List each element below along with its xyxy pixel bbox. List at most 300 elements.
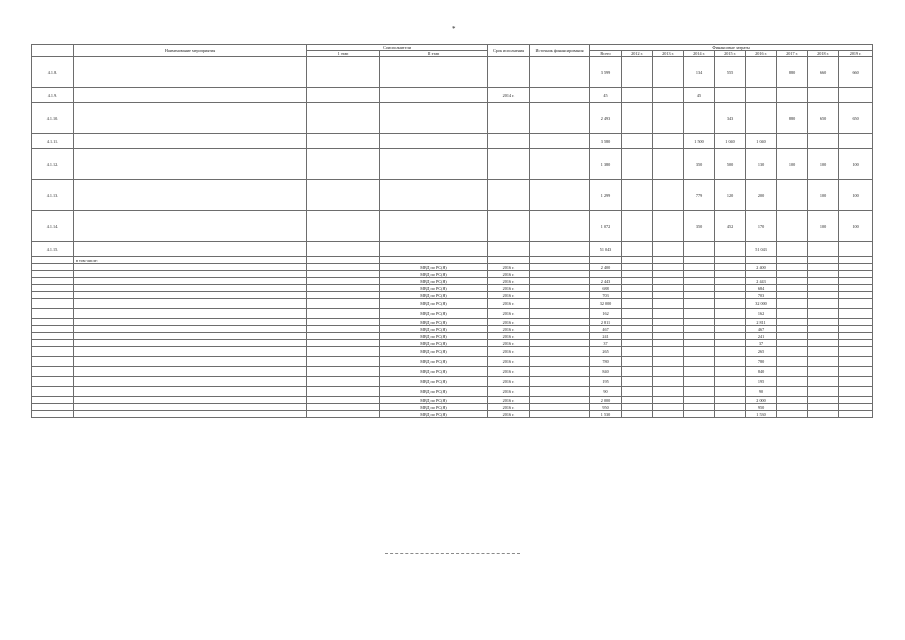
footer-rule: [385, 553, 520, 554]
row-term: [488, 134, 530, 149]
row-executor-second: [380, 57, 488, 88]
row-source: [530, 377, 590, 387]
empty-cell: [307, 257, 380, 264]
table-row: [32, 242, 873, 257]
row-code: 4.1.9.: [32, 88, 74, 103]
row-year-value: [808, 242, 839, 257]
row-event-name: [74, 285, 307, 292]
row-source: [530, 309, 590, 319]
row-source: [530, 149, 590, 180]
table-row: [32, 257, 873, 264]
table-row: [32, 88, 873, 103]
col-year-header: 2015 г.: [715, 51, 746, 57]
row-year-value: [715, 340, 746, 347]
row-year-value: 350: [684, 211, 715, 242]
table-row: [32, 103, 873, 134]
row-year-value: [622, 309, 653, 319]
row-executor-first: [307, 357, 380, 367]
row-year-value: [684, 333, 715, 340]
row-executor-second: [380, 149, 488, 180]
row-year-value: 703: [746, 292, 777, 299]
row-year-value: [684, 367, 715, 377]
row-executor-first: [307, 285, 380, 292]
row-code: [32, 397, 74, 404]
row-year-value: [839, 347, 873, 357]
row-year-value: [777, 357, 808, 367]
row-year-value: [839, 299, 873, 309]
row-year-value: [777, 264, 808, 271]
row-year-value: [808, 292, 839, 299]
row-term: 2016 г.: [488, 319, 530, 326]
row-year-value: [746, 88, 777, 103]
row-term: 2016 г.: [488, 309, 530, 319]
row-source: [530, 285, 590, 292]
row-year-value: 100: [839, 149, 873, 180]
row-total: [590, 271, 622, 278]
row-source: [530, 103, 590, 134]
row-code: 4.1.10.: [32, 103, 74, 134]
col-code-header: [32, 45, 74, 57]
row-source: [530, 326, 590, 333]
col-year-header: 2018 г.: [808, 51, 839, 57]
row-year-value: [839, 278, 873, 285]
row-event-name: [74, 309, 307, 319]
row-term: [488, 180, 530, 211]
row-executor-second: МВД по РС(Я): [380, 278, 488, 285]
row-year-value: 265: [746, 347, 777, 357]
row-year-value: [839, 326, 873, 333]
row-code: [32, 264, 74, 271]
row-year-value: [715, 387, 746, 397]
row-executor-second: МВД по РС(Я): [380, 264, 488, 271]
row-year-value: [777, 309, 808, 319]
row-year-value: [808, 333, 839, 340]
row-year-value: [777, 411, 808, 418]
row-year-value: [622, 340, 653, 347]
row-source: [530, 264, 590, 271]
row-event-name: [74, 242, 307, 257]
row-year-value: 1 040: [746, 134, 777, 149]
col-year-header: 2013 г.: [653, 51, 684, 57]
row-year-value: 467: [746, 326, 777, 333]
table-row: [32, 149, 873, 180]
row-year-value: [684, 397, 715, 404]
row-year-value: [653, 411, 684, 418]
row-source: [530, 57, 590, 88]
row-year-value: 100: [808, 211, 839, 242]
row-year-value: [684, 271, 715, 278]
table-row: [32, 377, 873, 387]
row-source: [530, 340, 590, 347]
row-year-value: [653, 340, 684, 347]
row-executor-second: МВД по РС(Я): [380, 299, 488, 309]
row-year-value: 500: [715, 149, 746, 180]
row-year-value: [839, 340, 873, 347]
row-year-value: [808, 134, 839, 149]
row-code: [32, 309, 74, 319]
row-source: [530, 347, 590, 357]
row-year-value: [684, 242, 715, 257]
row-executor-first: [307, 299, 380, 309]
row-year-value: [622, 333, 653, 340]
row-total: 2 811: [590, 319, 622, 326]
row-year-value: [622, 347, 653, 357]
row-term: 2016 г.: [488, 271, 530, 278]
row-year-value: [808, 377, 839, 387]
row-year-value: [653, 309, 684, 319]
row-executor-first: [307, 326, 380, 333]
row-executor-second: МВД по РС(Я): [380, 333, 488, 340]
row-executor-first: [307, 309, 380, 319]
row-year-value: [622, 278, 653, 285]
row-year-value: 51 043: [746, 242, 777, 257]
table-row: [32, 292, 873, 299]
row-year-value: [622, 319, 653, 326]
row-total: 688: [590, 285, 622, 292]
row-year-value: [808, 88, 839, 103]
row-year-value: [777, 211, 808, 242]
row-total: 3 580: [590, 134, 622, 149]
row-source: [530, 333, 590, 340]
row-year-value: [622, 57, 653, 88]
row-year-value: 660: [839, 57, 873, 88]
row-year-value: [777, 340, 808, 347]
row-term: [488, 149, 530, 180]
row-year-value: 650: [808, 103, 839, 134]
empty-cell: [380, 257, 488, 264]
empty-cell: [746, 257, 777, 264]
row-year-value: 170: [746, 211, 777, 242]
empty-cell: [488, 257, 530, 264]
row-year-value: [715, 397, 746, 404]
row-year-value: [622, 264, 653, 271]
row-code: [32, 404, 74, 411]
row-year-value: [715, 357, 746, 367]
row-code: [32, 326, 74, 333]
funding-table: [31, 44, 873, 418]
row-executor-first: [307, 211, 380, 242]
row-code: [32, 285, 74, 292]
row-executor-first: [307, 340, 380, 347]
row-source: [530, 278, 590, 285]
row-year-value: [715, 367, 746, 377]
row-event-name: [74, 333, 307, 340]
row-source: [530, 367, 590, 377]
row-year-value: [715, 88, 746, 103]
row-event-name: [74, 57, 307, 88]
empty-cell: [808, 257, 839, 264]
row-year-value: [653, 367, 684, 377]
row-executor-second: МВД по РС(Я): [380, 319, 488, 326]
table-row: [32, 367, 873, 377]
row-year-value: 880: [777, 57, 808, 88]
row-year-value: [839, 357, 873, 367]
row-year-value: [746, 271, 777, 278]
row-executor-second: [380, 103, 488, 134]
row-year-value: [715, 271, 746, 278]
row-year-value: [777, 278, 808, 285]
table-row: [32, 397, 873, 404]
row-year-value: [653, 285, 684, 292]
row-year-value: [653, 333, 684, 340]
row-executor-second: МВД по РС(Я): [380, 357, 488, 367]
row-code: 4.1.14.: [32, 211, 74, 242]
row-executor-first: [307, 103, 380, 134]
row-year-value: [839, 242, 873, 257]
row-code: [32, 257, 74, 264]
table-row: [32, 347, 873, 357]
row-executor-second: МВД по РС(Я): [380, 397, 488, 404]
row-year-value: [715, 292, 746, 299]
row-year-value: [622, 285, 653, 292]
row-executor-second: МВД по РС(Я): [380, 347, 488, 357]
table-row: [32, 180, 873, 211]
row-year-value: 1 530: [746, 411, 777, 418]
row-year-value: [839, 292, 873, 299]
empty-cell: [530, 257, 590, 264]
row-total: 1 530: [590, 411, 622, 418]
row-event-name: [74, 271, 307, 278]
row-year-value: [622, 292, 653, 299]
row-year-value: [777, 326, 808, 333]
row-total: 950: [590, 404, 622, 411]
row-year-value: 100: [808, 180, 839, 211]
row-year-value: 343: [715, 103, 746, 134]
col-term-header: Срок исполнения: [488, 45, 530, 57]
table-row: [32, 357, 873, 367]
row-term: [488, 242, 530, 257]
row-year-value: [839, 319, 873, 326]
row-year-value: [622, 357, 653, 367]
row-code: [32, 271, 74, 278]
row-executor-second: МВД по РС(Я): [380, 326, 488, 333]
row-executor-second: [380, 134, 488, 149]
row-year-value: [653, 357, 684, 367]
row-year-value: [746, 103, 777, 134]
row-year-value: [839, 285, 873, 292]
row-year-value: [777, 319, 808, 326]
col-total-header: Всего: [590, 51, 622, 57]
row-year-value: [808, 278, 839, 285]
row-total: 2 400: [590, 264, 622, 271]
table-row: [32, 319, 873, 326]
row-year-value: [715, 299, 746, 309]
empty-cell: [684, 257, 715, 264]
row-year-value: 200: [746, 180, 777, 211]
row-year-value: [715, 285, 746, 292]
row-executor-second: [380, 211, 488, 242]
row-year-value: [684, 278, 715, 285]
row-event-name: [74, 404, 307, 411]
row-executor-second: МВД по РС(Я): [380, 292, 488, 299]
row-source: [530, 88, 590, 103]
empty-cell: [653, 257, 684, 264]
row-term: 2016 г.: [488, 264, 530, 271]
row-total: 2 000: [590, 397, 622, 404]
row-executor-first: [307, 377, 380, 387]
row-year-value: 100: [839, 180, 873, 211]
row-executor-first: [307, 278, 380, 285]
row-year-value: 37: [746, 340, 777, 347]
row-executor-second: МВД по РС(Я): [380, 309, 488, 319]
row-executor-first: [307, 292, 380, 299]
row-year-value: 452: [715, 211, 746, 242]
row-year-value: [653, 242, 684, 257]
row-year-value: 100: [808, 149, 839, 180]
row-year-value: 780: [746, 357, 777, 367]
table-row: [32, 299, 873, 309]
row-event-name: [74, 264, 307, 271]
row-year-value: [622, 387, 653, 397]
row-year-value: [653, 149, 684, 180]
row-year-value: [653, 57, 684, 88]
row-year-value: [808, 411, 839, 418]
row-year-value: [684, 103, 715, 134]
row-term: 2016 г.: [488, 377, 530, 387]
row-year-value: [684, 299, 715, 309]
row-year-value: 100: [839, 211, 873, 242]
row-year-value: [808, 271, 839, 278]
table-row: [32, 411, 873, 418]
row-code: [32, 299, 74, 309]
row-total: 1 299: [590, 180, 622, 211]
row-year-value: [808, 299, 839, 309]
row-year-value: [684, 309, 715, 319]
row-event-name: [74, 292, 307, 299]
row-year-value: [839, 88, 873, 103]
row-code: 4.1.13.: [32, 180, 74, 211]
row-year-value: [653, 404, 684, 411]
row-event-name: [74, 211, 307, 242]
row-executor-first: [307, 180, 380, 211]
row-year-value: 130: [746, 149, 777, 180]
row-source: [530, 319, 590, 326]
row-event-name: [74, 180, 307, 211]
col-executors-header: Соисполнители: [307, 45, 488, 51]
col-event-header: Наименование мероприятия: [74, 45, 307, 57]
row-year-value: [808, 397, 839, 404]
row-year-value: [715, 377, 746, 387]
col-executor-first-header: 1 этап: [307, 51, 380, 57]
row-executor-first: [307, 88, 380, 103]
row-year-value: [622, 134, 653, 149]
row-year-value: [839, 411, 873, 418]
row-year-value: [839, 264, 873, 271]
row-year-value: [715, 242, 746, 257]
row-year-value: [622, 377, 653, 387]
row-year-value: 840: [746, 367, 777, 377]
row-event-name: [74, 88, 307, 103]
table-row: [32, 278, 873, 285]
row-code: [32, 319, 74, 326]
row-source: [530, 404, 590, 411]
row-executor-first: [307, 387, 380, 397]
row-year-value: 195: [746, 377, 777, 387]
row-year-value: [777, 271, 808, 278]
row-year-value: 684: [746, 285, 777, 292]
row-code: [32, 292, 74, 299]
row-year-value: 1 500: [684, 134, 715, 149]
row-year-value: [622, 180, 653, 211]
row-executor-second: МВД по РС(Я): [380, 271, 488, 278]
row-year-value: [808, 285, 839, 292]
row-term: [488, 57, 530, 88]
row-year-value: [653, 377, 684, 387]
row-source: [530, 292, 590, 299]
col-year-header: 2019 г.: [839, 51, 873, 57]
row-year-value: [715, 347, 746, 357]
row-year-value: [653, 397, 684, 404]
row-year-value: [839, 404, 873, 411]
row-year-value: 120: [715, 180, 746, 211]
row-year-value: [808, 264, 839, 271]
row-term: 2016 г.: [488, 397, 530, 404]
row-year-value: [808, 404, 839, 411]
row-executor-first: [307, 271, 380, 278]
row-year-value: 45: [684, 88, 715, 103]
col-year-header: 2012 г.: [622, 51, 653, 57]
row-code: [32, 357, 74, 367]
row-year-value: [777, 333, 808, 340]
row-total: 780: [590, 357, 622, 367]
table-row: [32, 134, 873, 149]
row-event-name: [74, 134, 307, 149]
row-year-value: [653, 278, 684, 285]
row-year-value: [715, 309, 746, 319]
row-term: 2016 г.: [488, 278, 530, 285]
row-year-value: [684, 292, 715, 299]
row-code: [32, 387, 74, 397]
row-year-value: [777, 377, 808, 387]
row-year-value: [653, 134, 684, 149]
row-total: 90: [590, 387, 622, 397]
row-executor-first: [307, 404, 380, 411]
row-term: 2016 г.: [488, 299, 530, 309]
row-event-name: [74, 319, 307, 326]
row-year-value: [777, 397, 808, 404]
row-code: 4.1.15.: [32, 242, 74, 257]
row-term: 2016 г.: [488, 404, 530, 411]
row-term: 2016 г.: [488, 357, 530, 367]
row-year-value: [622, 299, 653, 309]
row-year-value: [684, 347, 715, 357]
page-mark: *: [452, 25, 456, 33]
table-row: [32, 340, 873, 347]
row-executor-first: [307, 411, 380, 418]
row-year-value: [653, 264, 684, 271]
row-year-value: [839, 367, 873, 377]
row-year-value: [622, 242, 653, 257]
row-year-value: [715, 333, 746, 340]
table-row: [32, 264, 873, 271]
row-code: [32, 347, 74, 357]
row-total: 1 380: [590, 149, 622, 180]
row-term: 2016 г.: [488, 367, 530, 377]
row-total: 195: [590, 377, 622, 387]
row-event-name: [74, 299, 307, 309]
row-year-value: [622, 271, 653, 278]
row-year-value: [684, 340, 715, 347]
row-event-name: [74, 397, 307, 404]
table-row: [32, 57, 873, 88]
row-term: 2016 г.: [488, 292, 530, 299]
empty-cell: [839, 257, 873, 264]
row-year-value: [777, 242, 808, 257]
row-total: 51 043: [590, 242, 622, 257]
row-executor-first: [307, 264, 380, 271]
row-year-value: [777, 367, 808, 377]
row-code: [32, 333, 74, 340]
